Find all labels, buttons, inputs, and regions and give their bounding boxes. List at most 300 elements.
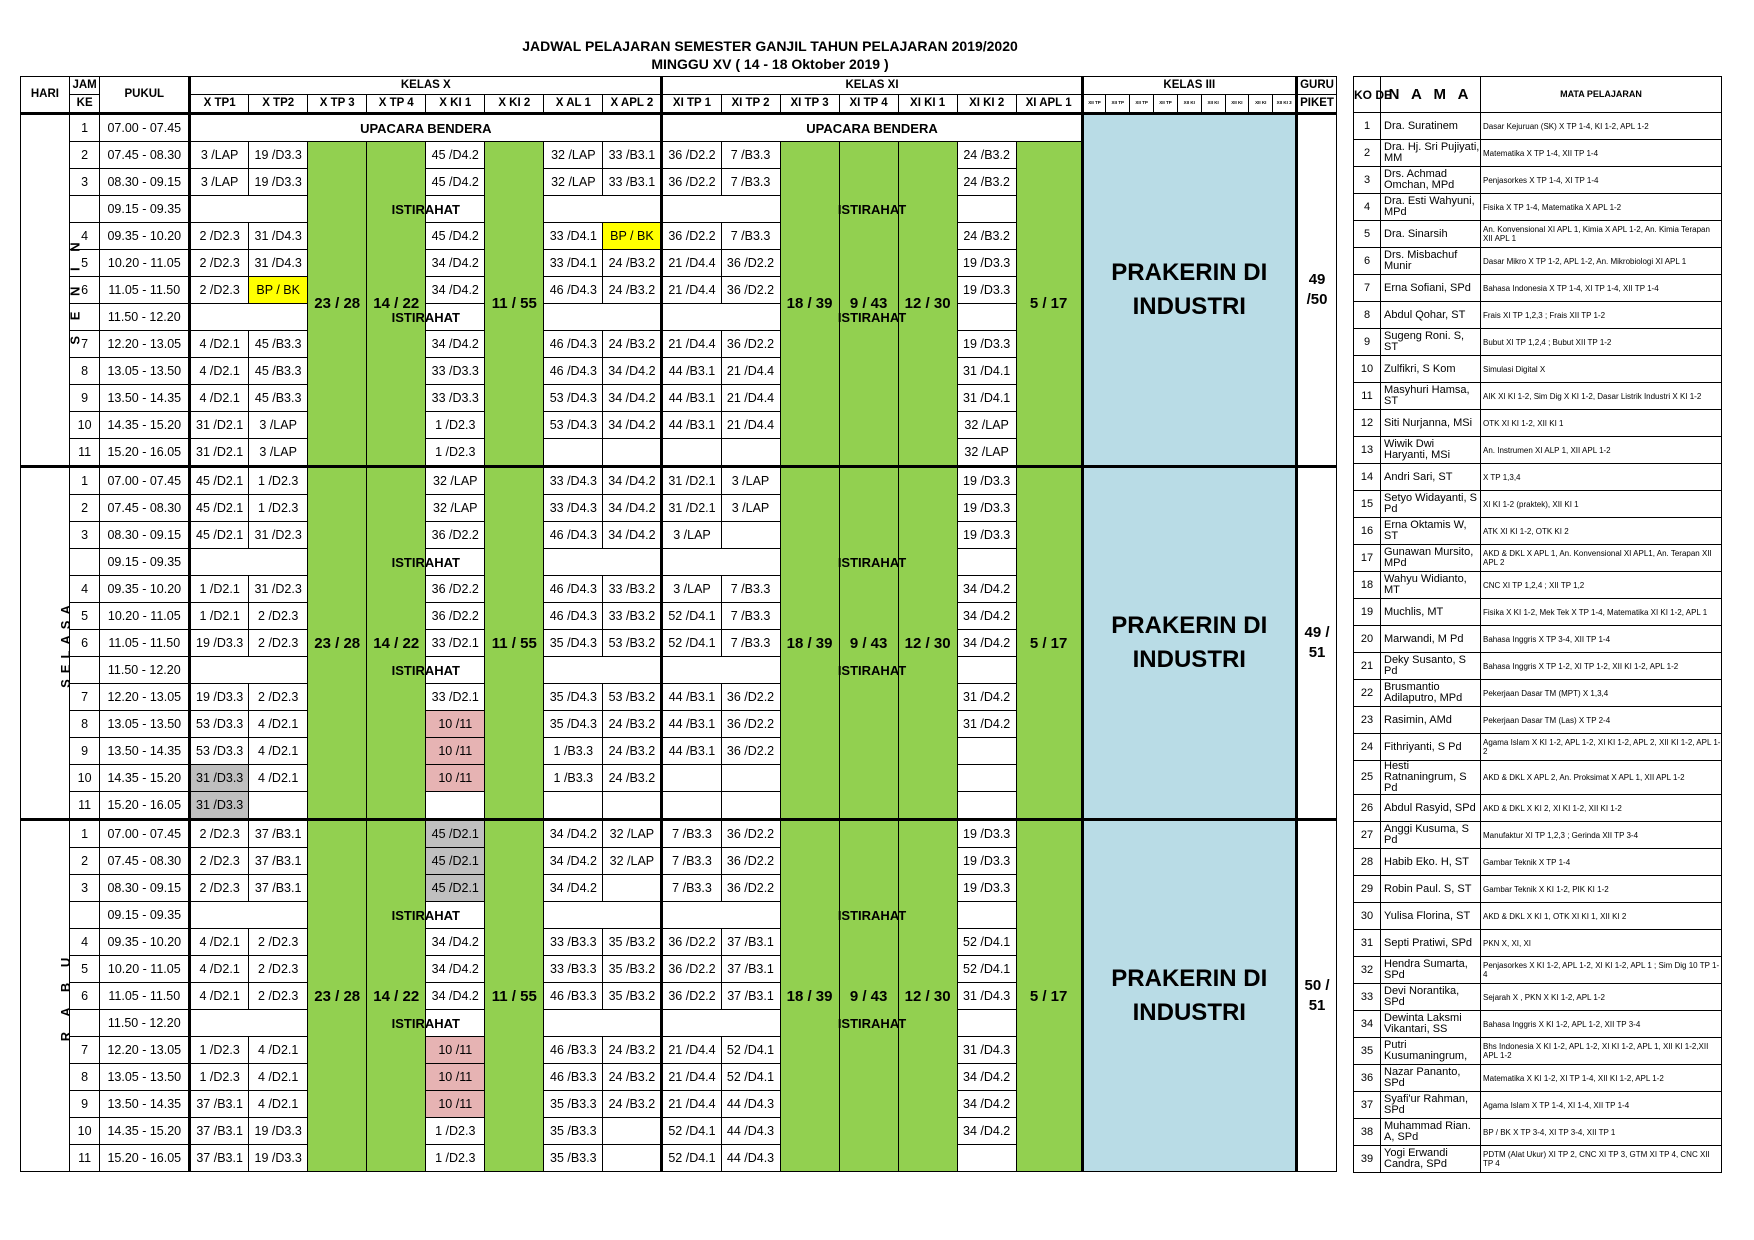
schedule-cell [426, 792, 485, 820]
schedule-cell: 35 /B3.2 [603, 956, 662, 983]
schedule-cell: 33 /B3.3 [544, 956, 603, 983]
teacher-name: Siti Nurjanna, MSi [1381, 410, 1481, 437]
jam-cell: 11 [69, 1145, 100, 1172]
teacher-row [1354, 194, 1722, 221]
jam-cell: 1 [69, 467, 100, 495]
schedule-cell: 3 /LAP [249, 412, 308, 439]
schedule-cell: 24 /B3.2 [603, 765, 662, 792]
schedule-cell: 34 /D4.2 [957, 630, 1016, 657]
schedule-cell: 45 /B3.3 [249, 385, 308, 412]
schedule-cell: 36 /D2.2 [426, 522, 485, 549]
schedule-row [21, 114, 1337, 142]
istirahat-label: ISTIRAHAT [662, 549, 1082, 576]
guru-piket: 50 / 51 [1297, 820, 1337, 1172]
schedule-cell: 44 /D4.3 [721, 1118, 780, 1145]
teacher-code: 7 [1354, 275, 1381, 302]
schedule-cell: 36 /D2.2 [662, 142, 721, 169]
teacher-subject: Gambar Teknik X TP 1-4 [1481, 849, 1722, 876]
day-label [21, 820, 74, 1172]
schedule-cell: 10 /11 [426, 1064, 485, 1091]
merged-block: 14 / 22 [367, 820, 426, 1172]
teacher-name: Rasimin, AMd [1381, 707, 1481, 734]
teacher-code: 13 [1354, 437, 1381, 464]
schedule-cell: 33 /D2.1 [426, 684, 485, 711]
schedule-cell: 21 /D4.4 [662, 1091, 721, 1118]
schedule-cell: 36 /D2.2 [721, 331, 780, 358]
teacher-row [1354, 356, 1722, 383]
jam-cell [69, 657, 100, 684]
jam-cell: 3 [69, 522, 100, 549]
class-header: X KI 1 [426, 95, 485, 114]
istirahat-label: ISTIRAHAT [190, 657, 662, 684]
teacher-subject: An. Konvensional XI APL 1, Kimia X APL 1-2, An. Kimia Terapan XII APL 1 [1481, 221, 1722, 248]
piket-header: PIKET [1297, 95, 1337, 114]
jam-header: JAM [69, 77, 100, 95]
teacher-code: 32 [1354, 957, 1381, 984]
teacher-subject: Dasar Kejuruan (SK) X TP 1-4, KI 1-2, APL 1-2 [1481, 113, 1722, 140]
schedule-cell: 4 /D2.1 [190, 385, 249, 412]
class-header: XII KI [1225, 95, 1249, 114]
schedule-cell: 24 /B3.2 [603, 1091, 662, 1118]
merged-block: 14 / 22 [367, 142, 426, 467]
teacher-name: Erna Oktamis W, ST [1381, 518, 1481, 545]
schedule-cell: 1 /D2.3 [190, 1064, 249, 1091]
schedule-cell: 34 /D4.2 [426, 331, 485, 358]
schedule-cell: 21 /D4.4 [662, 277, 721, 304]
schedule-cell: 19 /D3.3 [957, 277, 1016, 304]
teacher-code: 1 [1354, 113, 1381, 140]
merged-block: 11 / 55 [485, 820, 544, 1172]
schedule-cell: 45 /D2.1 [190, 467, 249, 495]
teacher-subject: Agama Islam X TP 1-4, XI 1-4, XII TP 1-4 [1481, 1092, 1722, 1119]
schedule-cell: 21 /D4.4 [662, 1064, 721, 1091]
pukul-cell: 08.30 - 09.15 [100, 169, 190, 196]
schedule-cell: 4 /D2.1 [249, 711, 308, 738]
teacher-subject: Manufaktur XI TP 1,2,3 ; Gerinda XII TP 3-4 [1481, 822, 1722, 849]
teacher-name: Dewinta Laksmi Vikantari, SS [1381, 1011, 1481, 1038]
teacher-row [1354, 329, 1722, 356]
schedule-cell: 37 /B3.1 [721, 929, 780, 956]
class-header: XII TP [1082, 95, 1106, 114]
teacher-row [1354, 1092, 1722, 1119]
teacher-name: Yulisa Florina, ST [1381, 903, 1481, 930]
teacher-name: Wahyu Widianto, MT [1381, 572, 1481, 599]
teacher-row [1354, 113, 1722, 140]
schedule-cell: 19 /D3.3 [957, 820, 1016, 848]
schedule-cell: 21 /D4.4 [662, 331, 721, 358]
guru-piket: 49 / 51 [1297, 467, 1337, 820]
schedule-cell: 52 /D4.1 [957, 929, 1016, 956]
schedule-cell: 45 /D2.1 [426, 875, 485, 902]
schedule-cell: 33 /B3.1 [603, 142, 662, 169]
schedule-cell: 36 /D2.2 [426, 603, 485, 630]
class-header: XI TP 3 [780, 95, 839, 114]
schedule-cell: 33 /B3.3 [544, 929, 603, 956]
schedule-cell: 33 /B3.2 [603, 603, 662, 630]
guru-header: GURU [1297, 77, 1337, 95]
jam-cell: 1 [69, 820, 100, 848]
schedule-cell: 3 /LAP [721, 495, 780, 522]
teacher-name: Masyhuri Hamsa, ST [1381, 383, 1481, 410]
schedule-cell: 21 /D4.4 [662, 250, 721, 277]
schedule-cell: 31 /D4.3 [249, 223, 308, 250]
schedule-cell: 34 /D4.2 [603, 522, 662, 549]
schedule-cell: 33 /D3.3 [426, 385, 485, 412]
teacher-code: 34 [1354, 1011, 1381, 1038]
schedule-cell: 21 /D4.4 [721, 412, 780, 439]
schedule-cell [957, 792, 1016, 820]
teacher-subject: PDTM (Alat Ukur) XI TP 2, CNC XI TP 3, GTM XI TP 4, CNC XII TP 4 [1481, 1146, 1722, 1173]
teacher-name: Deky Susanto, S Pd [1381, 653, 1481, 680]
teacher-subject: Bubut XI TP 1,2,4 ; Bubut XII TP 1-2 [1481, 329, 1722, 356]
teacher-subject: Penjasorkes X KI 1-2, APL 1-2, XI KI 1-2, APL 1 ; Sim Dig 10 TP 1-4 [1481, 957, 1722, 984]
schedule-cell: 24 /B3.2 [603, 1037, 662, 1064]
teacher-name: Yogi Erwandi Candra, SPd [1381, 1146, 1481, 1173]
schedule-cell: 7 /B3.3 [721, 142, 780, 169]
teacher-row [1354, 1146, 1722, 1173]
schedule-cell: 1 /B3.3 [544, 765, 603, 792]
schedule-cell: 45 /D2.1 [190, 522, 249, 549]
teacher-name: Septi Pratiwi, SPd [1381, 930, 1481, 957]
schedule-cell: 46 /B3.3 [544, 1064, 603, 1091]
istirahat-label: ISTIRAHAT [662, 304, 1082, 331]
schedule-cell: 19 /D3.3 [190, 630, 249, 657]
istirahat-label: ISTIRAHAT [190, 549, 662, 576]
schedule-row [21, 467, 1337, 495]
jam-cell: 10 [69, 765, 100, 792]
schedule-cell: 2 /D2.3 [249, 956, 308, 983]
prakerin-block: PRAKERIN DI INDUSTRI [1082, 467, 1297, 820]
istirahat-label: ISTIRAHAT [662, 902, 1082, 929]
schedule-cell: 24 /B3.2 [603, 277, 662, 304]
teacher-row [1354, 795, 1722, 822]
class-header: X APL 2 [603, 95, 662, 114]
schedule-cell [721, 765, 780, 792]
schedule-cell: 19 /D3.3 [957, 331, 1016, 358]
teacher-row [1354, 849, 1722, 876]
schedule-cell: 37 /B3.1 [249, 820, 308, 848]
class-header: X TP 3 [308, 95, 367, 114]
jam-cell [69, 902, 100, 929]
schedule-cell: 3 /LAP [662, 576, 721, 603]
schedule-cell [544, 439, 603, 467]
schedule-cell: 46 /B3.3 [544, 983, 603, 1010]
schedule-cell: 4 /D2.1 [190, 956, 249, 983]
schedule-cell: 4 /D2.1 [190, 331, 249, 358]
teacher-name: Dra. Esti Wahyuni, MPd [1381, 194, 1481, 221]
merged-block: 5 / 17 [1016, 142, 1082, 467]
pukul-cell: 13.05 - 13.50 [100, 358, 190, 385]
schedule-cell [603, 792, 662, 820]
jam-cell: 8 [69, 1064, 100, 1091]
schedule-cell: 32 /LAP [957, 412, 1016, 439]
schedule-cell: 45 /B3.3 [249, 331, 308, 358]
schedule-cell: 36 /D2.2 [662, 956, 721, 983]
kelas-xii-header: KELAS III [1082, 77, 1297, 95]
schedule-cell: 35 /D4.3 [544, 684, 603, 711]
schedule-cell: 37 /B3.1 [190, 1118, 249, 1145]
teacher-row [1354, 761, 1722, 795]
schedule-cell: 34 /D4.2 [426, 277, 485, 304]
schedule-cell: 2 /D2.3 [249, 630, 308, 657]
schedule-cell: 4 /D2.1 [249, 765, 308, 792]
jam-cell [69, 549, 100, 576]
istirahat-label: ISTIRAHAT [190, 196, 662, 223]
teacher-subject: Agama Islam X KI 1-2, APL 1-2, XI KI 1-2, APL 2, XII KI 1-2, APL 1-2 [1481, 734, 1722, 761]
schedule-cell: 45 /D2.1 [426, 820, 485, 848]
teacher-row [1354, 930, 1722, 957]
schedule-cell: 36 /D2.2 [721, 277, 780, 304]
schedule-cell: 37 /B3.1 [190, 1091, 249, 1118]
schedule-cell: 19 /D3.3 [957, 875, 1016, 902]
teacher-code: 37 [1354, 1092, 1381, 1119]
schedule-cell: 1 /D2.3 [426, 1145, 485, 1172]
jam-cell: 2 [69, 495, 100, 522]
class-header: XI KI 2 [957, 95, 1016, 114]
schedule-cell: 52 /D4.1 [662, 1145, 721, 1172]
pukul-cell: 09.35 - 10.20 [100, 223, 190, 250]
teacher-code: 30 [1354, 903, 1381, 930]
teacher-code: 17 [1354, 545, 1381, 572]
jam-cell: 10 [69, 1118, 100, 1145]
teacher-code: 5 [1354, 221, 1381, 248]
jam-cell: 3 [69, 875, 100, 902]
teacher-row [1354, 437, 1722, 464]
teacher-row [1354, 599, 1722, 626]
schedule-cell: 1 /D2.3 [426, 412, 485, 439]
schedule-cell: 44 /B3.1 [662, 412, 721, 439]
schedule-cell: 7 /B3.3 [721, 223, 780, 250]
prakerin-block: PRAKERIN DI INDUSTRI [1082, 820, 1297, 1172]
schedule-cell: 24 /B3.2 [603, 331, 662, 358]
day-label [21, 114, 83, 467]
schedule-cell: 1 /D2.3 [426, 1118, 485, 1145]
schedule-cell: 3 /LAP [662, 522, 721, 549]
teacher-subject: OTK XI KI 1-2, XII KI 1 [1481, 410, 1722, 437]
schedule-cell: 31 /D4.2 [957, 684, 1016, 711]
teacher-name: Abdul Qohar, ST [1381, 302, 1481, 329]
teacher-row [1354, 680, 1722, 707]
pukul-cell: 11.05 - 11.50 [100, 630, 190, 657]
teacher-name: Anggi Kusuma, S Pd [1381, 822, 1481, 849]
istirahat-label: ISTIRAHAT [190, 1010, 662, 1037]
pukul-cell: 11.05 - 11.50 [100, 983, 190, 1010]
teacher-code: 15 [1354, 491, 1381, 518]
teacher-subject: Pekerjaan Dasar TM (Las) X TP 2-4 [1481, 707, 1722, 734]
ke-header: KE [69, 95, 100, 114]
teacher-subject: Bahasa Inggris X TP 3-4, XII TP 1-4 [1481, 626, 1722, 653]
pukul-cell: 07.00 - 07.45 [100, 114, 190, 142]
schedule-cell: 34 /D4.2 [957, 1118, 1016, 1145]
schedule-cell: 45 /D4.2 [426, 142, 485, 169]
teacher-code: 35 [1354, 1038, 1381, 1065]
pukul-cell: 10.20 - 11.05 [100, 250, 190, 277]
schedule-cell: 52 /D4.1 [721, 1064, 780, 1091]
teacher-subject: Matematika X KI 1-2, XI TP 1-4, XII KI 1-2, APL 1-2 [1481, 1065, 1722, 1092]
teacher-subject: AKD & DKL X KI 1, OTK XI KI 1, XII KI 2 [1481, 903, 1722, 930]
teacher-name: Muchlis, MT [1381, 599, 1481, 626]
class-header: XII KI 3 [1273, 95, 1297, 114]
teacher-code: 10 [1354, 356, 1381, 383]
schedule-cell: 36 /D2.2 [662, 983, 721, 1010]
pukul-cell: 15.20 - 16.05 [100, 439, 190, 467]
schedule-cell: 4 /D2.1 [190, 983, 249, 1010]
teacher-row [1354, 302, 1722, 329]
pukul-cell: 07.45 - 08.30 [100, 495, 190, 522]
schedule-cell [603, 1145, 662, 1172]
pukul-cell: 10.20 - 11.05 [100, 603, 190, 630]
jam-cell [69, 1010, 100, 1037]
schedule-cell: 32 /LAP [957, 439, 1016, 467]
teacher-row [1354, 410, 1722, 437]
schedule-cell: 37 /B3.1 [721, 956, 780, 983]
jam-cell: 7 [69, 1037, 100, 1064]
schedule-cell: 21 /D4.4 [662, 1037, 721, 1064]
istirahat-label: ISTIRAHAT [662, 196, 1082, 223]
pukul-cell: 13.50 - 14.35 [100, 1091, 190, 1118]
pukul-cell: 08.30 - 09.15 [100, 875, 190, 902]
teacher-row [1354, 275, 1722, 302]
schedule-cell: 2 /D2.3 [190, 820, 249, 848]
schedule-cell: 7 /B3.3 [662, 820, 721, 848]
teacher-row [1354, 626, 1722, 653]
schedule-cell: 46 /D4.3 [544, 603, 603, 630]
jam-cell: 4 [69, 929, 100, 956]
teacher-name: Andri Sari, ST [1381, 464, 1481, 491]
jam-cell: 1 [69, 114, 100, 142]
schedule-cell [957, 1145, 1016, 1172]
class-header: X TP 4 [367, 95, 426, 114]
day-name: SELASA [57, 598, 73, 688]
day-name: S E N I N [67, 235, 83, 345]
pukul-cell: 14.35 - 15.20 [100, 765, 190, 792]
teacher-name: Syafi'ur Rahman, SPd [1381, 1092, 1481, 1119]
schedule-cell: 31 /D4.1 [957, 358, 1016, 385]
day-name: R A B U [58, 951, 74, 1041]
jam-cell: 4 [69, 223, 100, 250]
teacher-subject: ATK XI KI 1-2, OTK KI 2 [1481, 518, 1722, 545]
teacher-subject: XI KI 1-2 (praktek), XII KI 1 [1481, 491, 1722, 518]
schedule-cell: 2 /D2.3 [249, 684, 308, 711]
nama-header: N A M A [1381, 77, 1481, 113]
teacher-subject: X TP 1,3,4 [1481, 464, 1722, 491]
teacher-subject: BP / BK X TP 3-4, XI TP 3-4, XII TP 1 [1481, 1119, 1722, 1146]
schedule-cell: 34 /D4.2 [544, 848, 603, 875]
schedule-cell: 31 /D2.1 [190, 412, 249, 439]
teacher-subject: Simulasi Digital X [1481, 356, 1722, 383]
jam-cell: 4 [69, 576, 100, 603]
schedule-cell: 2 /D2.3 [190, 250, 249, 277]
teacher-row [1354, 734, 1722, 761]
teacher-subject: CNC XI TP 1,2,4 ; XII TP 1,2 [1481, 572, 1722, 599]
schedule-cell: 19 /D3.3 [957, 522, 1016, 549]
schedule-cell: 34 /D4.2 [544, 820, 603, 848]
schedule-cell: 34 /D4.2 [426, 956, 485, 983]
prakerin-block: PRAKERIN DI INDUSTRI [1082, 114, 1297, 467]
teacher-name: Gunawan Mursito, MPd [1381, 545, 1481, 572]
schedule-cell: 19 /D3.3 [957, 848, 1016, 875]
class-header: X TP1 [190, 95, 249, 114]
jam-cell: 6 [69, 630, 100, 657]
schedule-cell: 2 /D2.3 [249, 603, 308, 630]
teacher-subject: PKN X, XI, XI [1481, 930, 1722, 957]
schedule-cell: 35 /B3.3 [544, 1145, 603, 1172]
kode-header: KO DE [1354, 77, 1381, 113]
schedule-cell: 21 /D4.4 [721, 385, 780, 412]
teacher-name: Fithriyanti, S Pd [1381, 734, 1481, 761]
schedule-cell: 2 /D2.3 [190, 223, 249, 250]
schedule-cell: 34 /D4.2 [426, 983, 485, 1010]
schedule-cell: 24 /B3.2 [603, 1064, 662, 1091]
teacher-subject: Pekerjaan Dasar TM (MPT) X 1,3,4 [1481, 680, 1722, 707]
schedule-cell: 31 /D2.3 [249, 576, 308, 603]
schedule-cell [603, 1118, 662, 1145]
schedule-cell: 4 /D2.1 [190, 358, 249, 385]
teacher-code: 29 [1354, 876, 1381, 903]
class-header: XI TP 2 [721, 95, 780, 114]
schedule-cell: 44 /B3.1 [662, 684, 721, 711]
schedule-cell: 10 /11 [426, 738, 485, 765]
pukul-cell: 10.20 - 11.05 [100, 956, 190, 983]
schedule-cell: 52 /D4.1 [721, 1037, 780, 1064]
schedule-cell: 4 /D2.1 [249, 1064, 308, 1091]
schedule-cell: 10 /11 [426, 711, 485, 738]
teacher-name: Marwandi, M Pd [1381, 626, 1481, 653]
schedule-cell: 7 /B3.3 [721, 630, 780, 657]
schedule-cell: 36 /D2.2 [721, 820, 780, 848]
schedule-cell: 24 /B3.2 [957, 223, 1016, 250]
schedule-cell: 35 /B3.2 [603, 983, 662, 1010]
schedule-cell: 53 /D3.3 [190, 738, 249, 765]
teacher-row [1354, 1119, 1722, 1146]
upacara-label: UPACARA BENDERA [662, 114, 1082, 142]
teacher-code: 2 [1354, 140, 1381, 167]
merged-block: 12 / 30 [898, 467, 957, 820]
schedule-cell: 31 /D4.3 [957, 983, 1016, 1010]
schedule-cell [603, 439, 662, 467]
merged-block: 11 / 55 [485, 142, 544, 467]
schedule-cell: 21 /D4.4 [721, 358, 780, 385]
merged-block: 9 / 43 [839, 142, 898, 467]
schedule-cell: 52 /D4.1 [957, 956, 1016, 983]
schedule-cell: 34 /D4.2 [957, 603, 1016, 630]
pukul-cell: 07.45 - 08.30 [100, 848, 190, 875]
schedule-cell: 19 /D3.3 [190, 684, 249, 711]
schedule-cell: 44 /B3.1 [662, 385, 721, 412]
teacher-row [1354, 221, 1722, 248]
schedule-cell: 24 /B3.2 [603, 250, 662, 277]
teacher-code: 3 [1354, 167, 1381, 194]
pukul-cell: 15.20 - 16.05 [100, 1145, 190, 1172]
teacher-code: 19 [1354, 599, 1381, 626]
schedule-cell: 53 /D3.3 [190, 711, 249, 738]
upacara-label: UPACARA BENDERA [190, 114, 662, 142]
schedule-cell: 7 /B3.3 [721, 576, 780, 603]
schedule-cell: 10 /11 [426, 1091, 485, 1118]
schedule-cell: 46 /D4.3 [544, 576, 603, 603]
jam-cell: 9 [69, 1091, 100, 1118]
schedule-cell [721, 792, 780, 820]
jam-cell: 3 [69, 169, 100, 196]
schedule-cell: 33 /D2.1 [426, 630, 485, 657]
merged-block: 9 / 43 [839, 467, 898, 820]
schedule-cell: 19 /D3.3 [249, 1145, 308, 1172]
schedule-cell: 4 /D2.1 [249, 1037, 308, 1064]
schedule-cell: 31 /D4.3 [249, 250, 308, 277]
schedule-cell: 32 /LAP [544, 169, 603, 196]
teacher-subject: AIK XI KI 1-2, Sim Dig X KI 1-2, Dasar Listrik Industri X KI 1-2 [1481, 383, 1722, 410]
hari-header: HARI [21, 77, 70, 114]
